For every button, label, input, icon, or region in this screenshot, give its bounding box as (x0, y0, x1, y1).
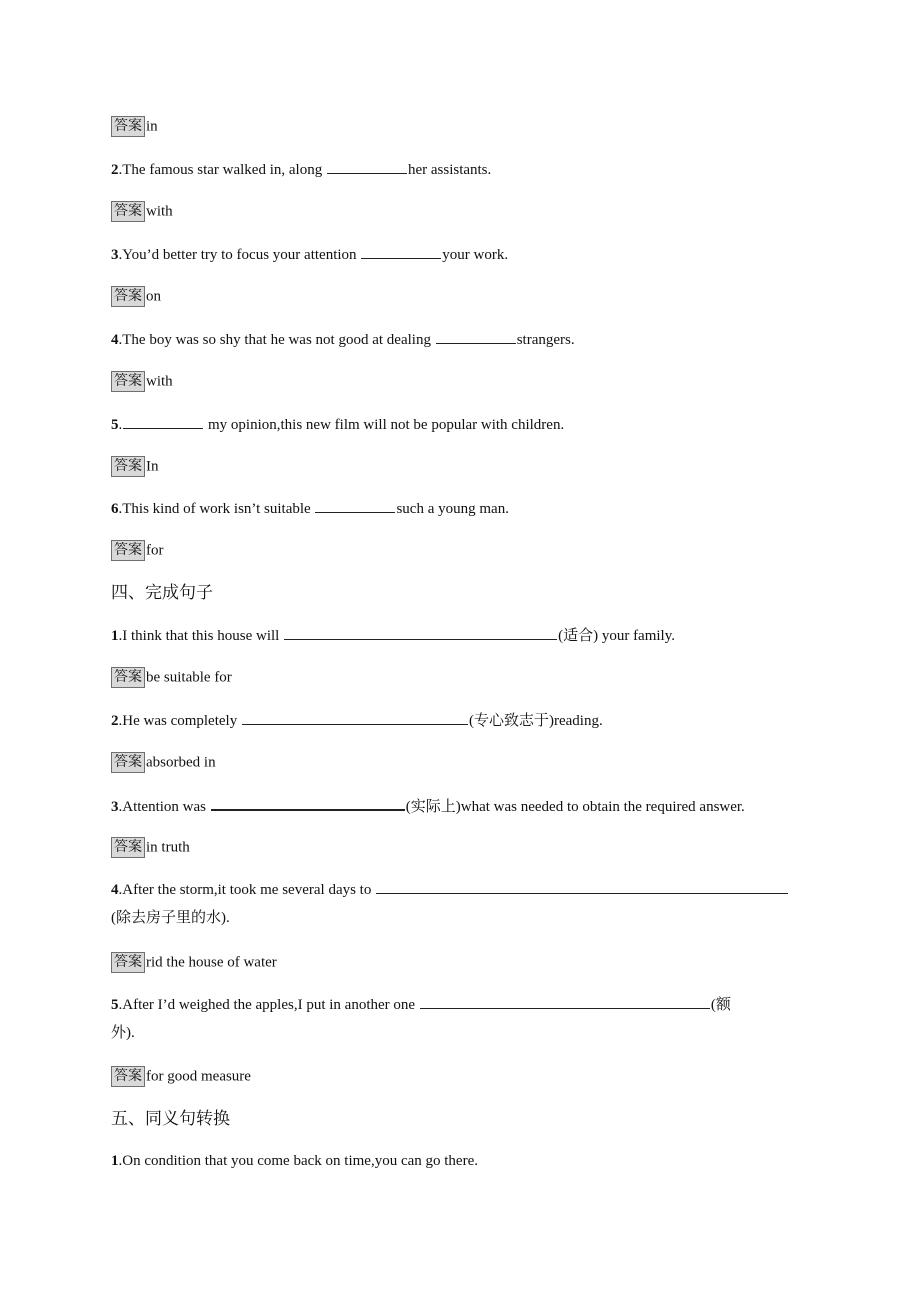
question-row (111, 244, 508, 265)
answer-row (111, 371, 173, 392)
question-row (111, 414, 564, 435)
answer-badge[interactable]: 答案 (111, 201, 145, 222)
question-number: 4 (111, 332, 119, 348)
answer-badge[interactable]: 答案 (111, 371, 145, 392)
question-text: .After the storm,it took me several days to (118, 882, 376, 898)
answer-row (111, 667, 232, 688)
fill-blank (376, 879, 788, 894)
question-text: .The famous star walked in, along (118, 162, 326, 178)
answer-text: with (146, 373, 173, 390)
section-heading: 四、完成句子 (111, 583, 213, 603)
question-text: .I think that this house will (118, 628, 284, 644)
fill-blank (315, 498, 395, 513)
question-text: .On condition that you come back on time,you can go there. (118, 1153, 478, 1169)
answer-badge[interactable]: 答案 (111, 667, 145, 688)
question-text: .You’d better try to focus your attention (118, 247, 361, 263)
answer-row (111, 540, 164, 561)
question-text: .This kind of work isn’t suitable (118, 501, 315, 517)
answer-text: absorbed in (146, 754, 216, 771)
question-text: .Attention was (118, 799, 210, 815)
question-row (111, 329, 575, 350)
fill-blank (420, 994, 710, 1009)
question-number: 4 (111, 882, 119, 898)
answer-text: for good measure (146, 1068, 251, 1085)
answer-text: on (146, 288, 161, 305)
question-number: 2 (111, 162, 119, 178)
fill-blank (284, 625, 557, 640)
answer-badge[interactable]: 答案 (111, 540, 145, 561)
question-row (111, 625, 675, 646)
section-heading: 五、同义句转换 (111, 1109, 230, 1129)
answer-text: In (146, 458, 159, 475)
question-text-after: her assistants. (407, 162, 492, 178)
question-number: 5 (111, 417, 119, 433)
answer-text: for (146, 542, 164, 559)
question-row (111, 994, 731, 1015)
question-row (111, 498, 509, 519)
question-text-after: your work. (442, 247, 509, 263)
answer-badge[interactable]: 答案 (111, 952, 145, 973)
answer-row (111, 1066, 251, 1087)
question-text-after: (适合) your family. (558, 628, 675, 644)
question-number: 5 (111, 997, 119, 1013)
question-row (111, 879, 789, 900)
answer-text: with (146, 203, 173, 220)
question-continuation: 外). (111, 1025, 135, 1041)
answer-row (111, 116, 158, 137)
question-number: 3 (111, 799, 119, 815)
answer-row (111, 837, 190, 858)
question-number: 2 (111, 713, 119, 729)
answer-text: in truth (146, 839, 190, 856)
answer-row (111, 456, 159, 477)
question-number: 1 (111, 1153, 119, 1169)
fill-blank (436, 329, 516, 344)
answer-badge[interactable]: 答案 (111, 752, 145, 773)
answer-badge[interactable]: 答案 (111, 456, 145, 477)
fill-blank (242, 710, 468, 725)
question-text: .He was completely (118, 713, 241, 729)
answer-row (111, 752, 216, 773)
question-text-after: such a young man. (396, 501, 509, 517)
question-row (111, 795, 745, 817)
answer-row (111, 201, 173, 222)
question-text-after: (专心致志于)reading. (468, 713, 603, 729)
question-text: .After I’d weighed the apples,I put in another one (118, 997, 419, 1013)
answer-badge[interactable]: 答案 (111, 116, 145, 137)
fill-blank (211, 795, 405, 811)
question-text-after: strangers. (516, 332, 575, 348)
fill-blank (327, 159, 407, 174)
fill-blank (123, 414, 203, 429)
answer-text: rid the house of water (146, 954, 277, 971)
question-row (111, 1151, 478, 1171)
question-number: 3 (111, 247, 119, 263)
question-row (111, 710, 603, 731)
answer-row (111, 286, 161, 307)
answer-row (111, 952, 277, 973)
answer-badge[interactable]: 答案 (111, 286, 145, 307)
question-continuation: (除去房子里的水). (111, 910, 230, 926)
answer-text: in (146, 118, 158, 135)
answer-badge[interactable]: 答案 (111, 837, 145, 858)
answer-badge[interactable]: 答案 (111, 1066, 145, 1087)
question-number: 6 (111, 501, 119, 517)
question-text: . (118, 417, 123, 433)
question-text-after: (实际上)what was needed to obtain the required answer. (405, 799, 745, 815)
fill-blank (361, 244, 441, 259)
question-number: 1 (111, 628, 119, 644)
question-text: .The boy was so shy that he was not good at dealing (118, 332, 435, 348)
answer-text: be suitable for (146, 669, 232, 686)
question-text-after: (额 (710, 997, 731, 1013)
question-row (111, 159, 491, 180)
question-text-after: my opinion,this new film will not be popular with children. (204, 417, 565, 433)
